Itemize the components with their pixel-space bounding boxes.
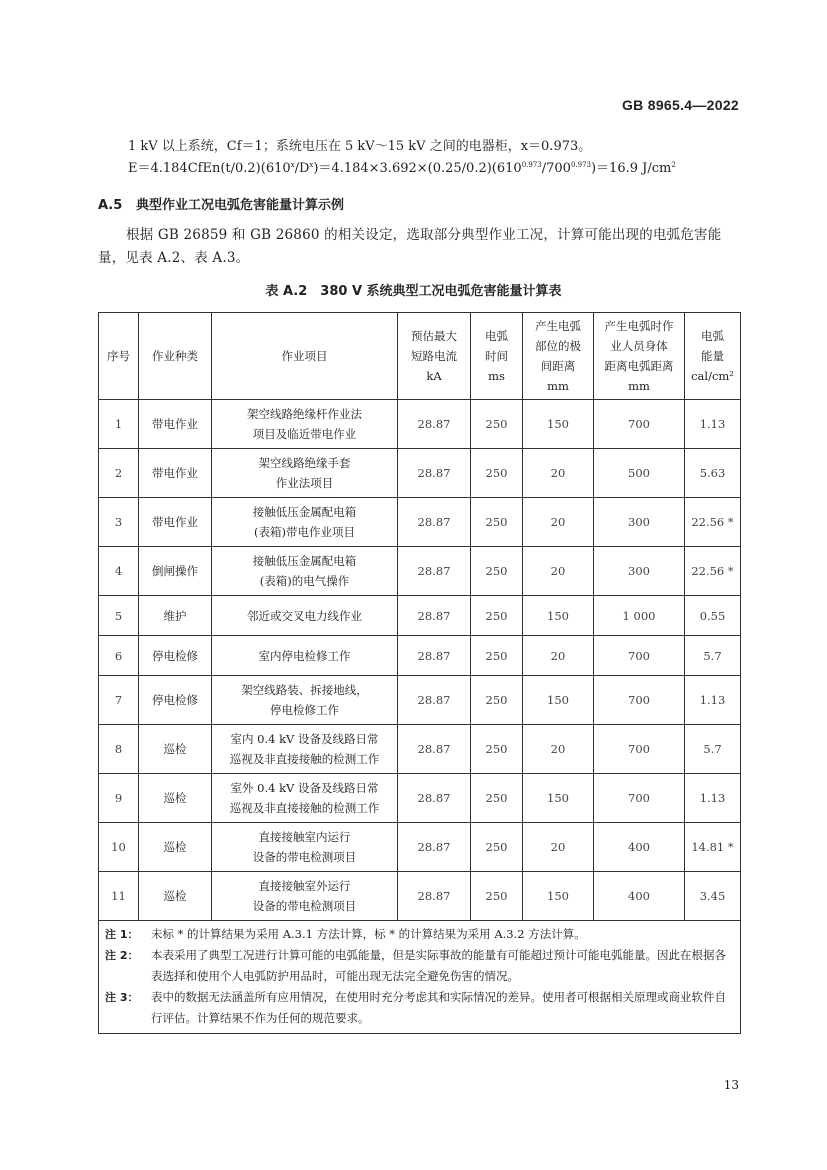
table-cell	[212, 596, 398, 636]
header-line: 序号	[107, 349, 130, 363]
header-line: 电弧	[701, 329, 724, 343]
cell-line: 接触低压金属配电箱	[252, 554, 357, 568]
table-row	[99, 676, 741, 725]
table-cell: 1	[99, 400, 139, 449]
header-line: 时间	[485, 349, 508, 363]
header-line: ms	[488, 369, 505, 383]
table-cell: 28.87	[398, 498, 471, 547]
cell-line: 直接接触室内运行	[258, 830, 351, 844]
table-cell: 巡检	[139, 774, 212, 823]
table-title: 表 A.2 380 V 系统典型工况电弧危害能量计算表	[265, 284, 562, 299]
table-cell: 500	[594, 449, 685, 498]
column-header	[594, 313, 685, 400]
table-cell: 5	[99, 596, 139, 636]
cell-line: 作业法项目	[275, 476, 334, 490]
table-cell: 700	[594, 725, 685, 774]
table-cell: 倒闸操作	[139, 547, 212, 596]
cell-line: 架空线路绝缘手套	[258, 456, 351, 470]
table-cell: 250	[471, 636, 523, 676]
table-row	[99, 547, 741, 596]
section-number: A.5	[98, 198, 123, 213]
table-cell: 6	[99, 636, 139, 676]
header-line: mm	[547, 379, 569, 393]
table-cell: 停电检修	[139, 676, 212, 725]
table-cell: 28.87	[398, 725, 471, 774]
table-note	[105, 945, 734, 987]
table-header-row	[99, 313, 741, 400]
table-row	[99, 400, 741, 449]
table-cell: 28.87	[398, 596, 471, 636]
table-cell: 28.87	[398, 547, 471, 596]
table-cell: 维护	[139, 596, 212, 636]
table-cell: 250	[471, 400, 523, 449]
cell-line: 巡视及非直接接触的检测工作	[229, 801, 380, 815]
table-cell: 28.87	[398, 676, 471, 725]
cell-line: 设备的带电检测项目	[252, 899, 357, 913]
table-cell: 28.87	[398, 400, 471, 449]
column-header	[99, 313, 139, 400]
page-number: 13	[723, 1078, 739, 1092]
table-cell: 1 000	[594, 596, 685, 636]
cell-line: 直接接触室外运行	[258, 879, 351, 893]
formula-superscript: 0.973	[570, 161, 591, 169]
header-line: 间距离	[540, 359, 576, 373]
table-cell: 150	[523, 676, 594, 725]
cell-line: 接触低压金属配电箱	[252, 505, 357, 519]
table-cell: 3	[99, 498, 139, 547]
table-cell	[212, 725, 398, 774]
column-header	[471, 313, 523, 400]
header-line: 距离电弧距离	[604, 359, 674, 373]
table-row	[99, 823, 741, 872]
formula-superscript: 0.973	[521, 161, 542, 169]
table-cell: 22.56 *	[685, 498, 741, 547]
table-cell: 5.7	[685, 636, 741, 676]
table-cell: 400	[594, 872, 685, 921]
header-line: 业人员身体	[610, 339, 668, 353]
table-cell: 20	[523, 636, 594, 676]
formula-superscript: x	[309, 161, 314, 169]
table-cell: 700	[594, 400, 685, 449]
table-cell: 巡检	[139, 725, 212, 774]
table-row	[99, 449, 741, 498]
header-line: kA	[426, 369, 442, 383]
table-cell: 20	[523, 449, 594, 498]
column-header	[685, 313, 741, 400]
header-line: 电弧	[485, 329, 508, 343]
table-cell: 停电检修	[139, 636, 212, 676]
table-cell	[212, 449, 398, 498]
formula-equation-line	[128, 157, 676, 176]
table-cell: 带电作业	[139, 498, 212, 547]
table-cell: 3.45	[685, 872, 741, 921]
table-cell: 11	[99, 872, 139, 921]
table-row	[99, 636, 741, 676]
table-cell: 28.87	[398, 774, 471, 823]
table-cell: 1.13	[685, 400, 741, 449]
table-cell: 28.87	[398, 449, 471, 498]
table-cell: 250	[471, 725, 523, 774]
formula-condition-line: 1 kV 以上系统，Cf＝1；系统电压在 5 kV～15 kV 之间的电器柜，x＝0.973。	[128, 139, 592, 154]
note-text: 表中的数据无法涵盖所有应用情况，在使用时充分考虑其和实际情况的差异。使用者可根据相关原理或商业软件自行评估。计算结果不作为任何的规范要求。	[151, 990, 726, 1025]
formula-part: )＝4.184×3.692×(0.25/0.2)(610	[313, 161, 522, 176]
header-line: mm	[628, 379, 650, 393]
table-cell: 7	[99, 676, 139, 725]
table-cell: 250	[471, 872, 523, 921]
section-heading	[98, 194, 344, 213]
table-cell: 带电作业	[139, 449, 212, 498]
table-cell	[212, 774, 398, 823]
table-cell: 28.87	[398, 872, 471, 921]
document-id: GB 8965.4—2022	[621, 97, 739, 113]
table-row	[99, 872, 741, 921]
header-line: 部位的极	[535, 339, 581, 353]
formula-part: /D	[294, 161, 310, 176]
table-cell: 250	[471, 676, 523, 725]
table-cell: 150	[523, 400, 594, 449]
table-cell: 28.87	[398, 823, 471, 872]
cell-line: 架空线路绝缘杆作业法	[247, 407, 362, 421]
table-cell: 0.55	[685, 596, 741, 636]
note-text: 未标 * 的计算结果为采用 A.3.1 方法计算，标 * 的计算结果为采用 A.3.2 方法计算。	[151, 927, 586, 941]
cell-line: 架空线路装、拆接地线，	[241, 683, 368, 697]
table-cell: 250	[471, 596, 523, 636]
table-cell: 5.63	[685, 449, 741, 498]
header-line: 能量	[701, 349, 724, 363]
table-cell: 2	[99, 449, 139, 498]
table-cell: 250	[471, 498, 523, 547]
table-cell: 300	[594, 498, 685, 547]
cell-line: 设备的带电检测项目	[252, 850, 357, 864]
table-cell: 250	[471, 823, 523, 872]
table-cell: 250	[471, 774, 523, 823]
table-cell: 400	[594, 823, 685, 872]
formula-part: )＝16.9 J/cm	[590, 161, 672, 176]
table-cell: 20	[523, 823, 594, 872]
note-label: 注 2：	[105, 949, 139, 962]
table-note	[105, 987, 734, 1029]
table-body	[99, 400, 741, 921]
table-notes	[99, 921, 741, 1034]
table-cell: 1.13	[685, 774, 741, 823]
table-cell: 250	[471, 449, 523, 498]
table-cell: 300	[594, 547, 685, 596]
table-cell: 250	[471, 547, 523, 596]
header-line: 预估最大	[411, 329, 457, 343]
cell-line: 邻近或交叉电力线作业	[247, 608, 362, 623]
cell-line: 室外 0.4 kV 设备及线路日常	[230, 781, 379, 795]
cell-line: 室内 0.4 kV 设备及线路日常	[230, 732, 379, 746]
table-cell: 150	[523, 596, 594, 636]
table-cell: 150	[523, 872, 594, 921]
table-cell: 700	[594, 774, 685, 823]
table-cell: 8	[99, 725, 139, 774]
header-line: cal/cm²	[691, 369, 734, 383]
note-text: 本表采用了典型工况进行计算可能的电弧能量，但是实际事故的能量有可能超过预计可能电弧能量。因此在根据各表选择和使用个人电弧防护用品时，可能出现无法完全避免伤害的情况。	[151, 948, 726, 983]
formula-superscript: x	[290, 161, 295, 169]
table-notes-row	[99, 921, 741, 1034]
formula-superscript: 2	[671, 161, 676, 169]
column-header	[212, 313, 398, 400]
header-line: 作业项目	[281, 349, 328, 363]
column-header	[139, 313, 212, 400]
formula-part: E＝4.184CfEn(t/0.2)(610	[128, 161, 291, 176]
table-cell: 22.56 *	[685, 547, 741, 596]
table-cell: 14.81 *	[685, 823, 741, 872]
section-title: 典型作业工况电弧危害能量计算示例	[136, 198, 345, 213]
table-cell: 20	[523, 725, 594, 774]
cell-line: 室内停电检修工作	[258, 648, 351, 663]
table-cell: 700	[594, 636, 685, 676]
cell-line: 停电检修工作	[270, 703, 339, 717]
table-note	[105, 924, 734, 945]
table-cell: 20	[523, 547, 594, 596]
table-cell: 1.13	[685, 676, 741, 725]
table-cell	[212, 547, 398, 596]
table-cell	[212, 872, 398, 921]
table-cell: 带电作业	[139, 400, 212, 449]
table-row	[99, 498, 741, 547]
table-cell	[212, 636, 398, 676]
header-line: 作业种类	[152, 349, 198, 363]
formula-part: /700	[541, 161, 571, 176]
table-cell: 9	[99, 774, 139, 823]
table-cell: 150	[523, 774, 594, 823]
cell-line: 项目及临近带电作业	[252, 427, 357, 441]
header-line: 短路电流	[411, 349, 457, 363]
note-label: 注 1：	[105, 928, 139, 941]
table-cell: 巡检	[139, 823, 212, 872]
table-row	[99, 774, 741, 823]
table-cell: 4	[99, 547, 139, 596]
header-line: 产生电弧	[535, 319, 581, 333]
table-cell: 巡检	[139, 872, 212, 921]
cell-line: 巡视及非直接接触的检测工作	[229, 752, 380, 766]
table-cell	[212, 400, 398, 449]
table-cell: 20	[523, 498, 594, 547]
arc-energy-table	[98, 312, 741, 1034]
table-cell: 10	[99, 823, 139, 872]
column-header	[523, 313, 594, 400]
cell-line: (表箱)的电气操作	[259, 574, 350, 588]
cell-line: (表箱)带电作业项目	[254, 525, 355, 539]
table-cell	[212, 676, 398, 725]
note-label: 注 3：	[105, 991, 139, 1004]
table-cell: 5.7	[685, 725, 741, 774]
header-line: 产生电弧时作	[604, 319, 674, 333]
table-cell	[212, 823, 398, 872]
table-cell: 700	[594, 676, 685, 725]
table-row	[99, 596, 741, 636]
table-cell	[212, 498, 398, 547]
table-row	[99, 725, 741, 774]
column-header	[398, 313, 471, 400]
section-paragraph: 根据 GB 26859 和 GB 26860 的相关设定，选取部分典型作业工况，计算可能出现的电弧危害能量，见表 A.2、表 A.3。	[98, 227, 722, 266]
table-cell: 28.87	[398, 636, 471, 676]
